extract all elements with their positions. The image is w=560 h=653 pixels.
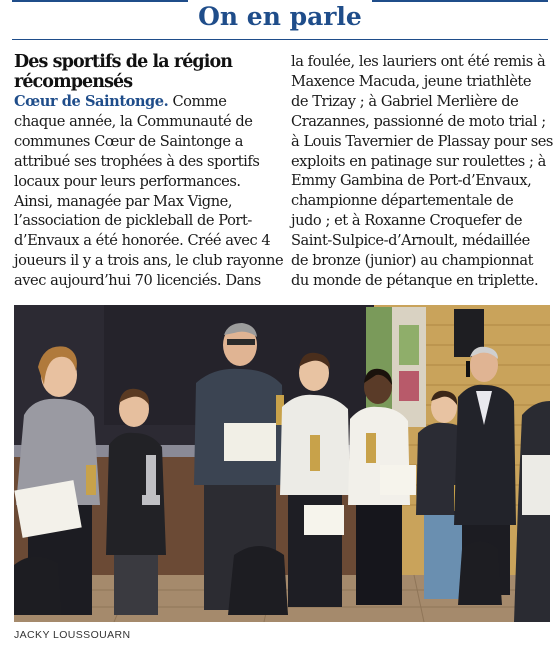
body-line: exploits en patinage sur roulettes ; à	[291, 152, 546, 170]
body-line: d’Envaux a été honorée. Créé avec 4	[14, 232, 271, 250]
body-line: avec aujourd’hui 70 licenciés. Dans	[14, 272, 261, 290]
body-line: l’association de pickleball de Port-	[14, 212, 252, 230]
body-line: joueurs il y a trois ans, le club rayonne	[14, 252, 284, 270]
headline-line-2: récompensés	[14, 72, 133, 92]
body-line: Emmy Gambina de Port-d’Envaux,	[291, 172, 532, 190]
body-line: communes Cœur de Saintonge a	[14, 132, 243, 150]
header-rule-bottom	[12, 39, 548, 40]
article-column-left	[14, 52, 284, 291]
photo-credit: JACKY LOUSSOUARN	[14, 629, 131, 641]
body-line: Ainsi, managée par Max Vigne,	[14, 192, 233, 210]
body-line: Crazannes, passionné de moto trial ;	[291, 112, 546, 130]
body-line: championne départementale de	[291, 192, 514, 210]
photo-illustration	[14, 305, 550, 622]
article-column-right	[291, 52, 553, 291]
body-line: locaux pour leurs performances.	[14, 172, 241, 190]
body-line: de bronze (junior) au championnat	[291, 252, 534, 270]
body-line: la foulée, les lauriers ont été remis à	[291, 53, 546, 70]
body-line: à Louis Tavernier de Plassay pour ses	[291, 132, 553, 150]
section-title: On en parle	[198, 2, 362, 31]
article-headline	[14, 52, 276, 92]
body-line-fragment: Comme	[168, 93, 227, 110]
body-line: chaque année, la Communauté de	[14, 112, 253, 130]
body-line: Saint-Sulpice-d’Arnoult, médaillée	[291, 232, 530, 250]
award-ceremony-photo	[14, 305, 550, 622]
article-kicker: Cœur de Saintonge.	[14, 93, 169, 110]
body-line	[14, 92, 276, 112]
body-line: attribué ses trophées à des sportifs	[14, 152, 260, 170]
section-header	[0, 0, 560, 40]
headline-line-1: Des sportifs de la région	[14, 52, 233, 72]
body-line: du monde de pétanque en triplette.	[291, 271, 539, 289]
body-line: de Trizay ; à Gabriel Merlière de	[291, 92, 519, 110]
body-line: judo ; et à Roxanne Croquefer de	[291, 212, 523, 230]
body-line: Maxence Macuda, jeune triathlète	[291, 72, 532, 90]
